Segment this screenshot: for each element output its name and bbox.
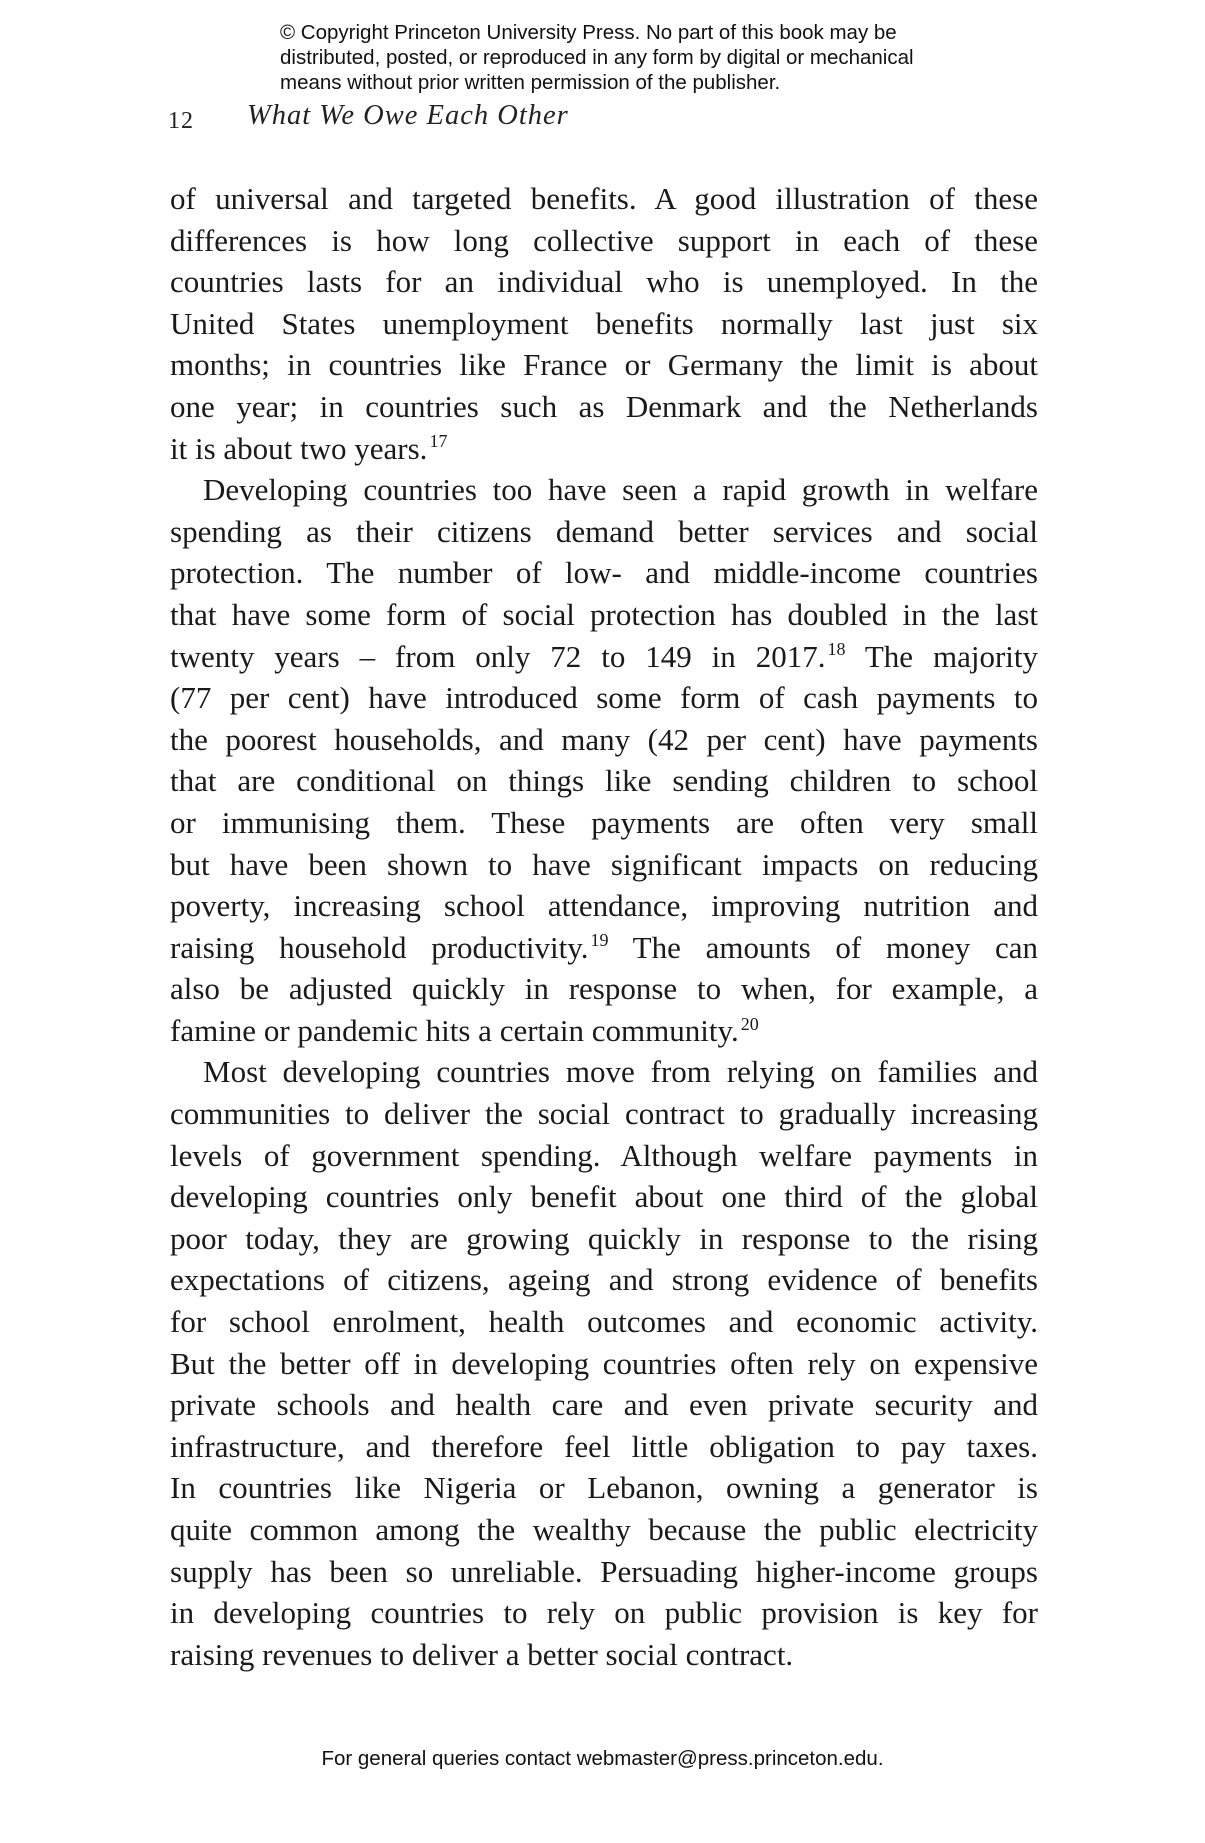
text-line [170, 1010, 1038, 1052]
paragraph [170, 1051, 1038, 1675]
footnote-marker[interactable]: 19 [590, 930, 609, 951]
text-line-tail: The amounts of money can [608, 929, 1038, 965]
text-line: differences is how long collective support in each of these [170, 222, 1038, 258]
text-line: Developing countries too have seen a rapid growth in welfare [203, 472, 1038, 508]
text-line: infrastructure, and therefore feel little obligation to pay taxes. [170, 1428, 1038, 1464]
footnote-marker[interactable]: 17 [429, 431, 448, 452]
text-line [170, 636, 1038, 678]
page-number: 12 [168, 108, 194, 134]
text-line: for school enrolment, health outcomes and economic activity. [170, 1304, 1038, 1340]
text-line: in developing countries to rely on public provision is key for [170, 1595, 1038, 1631]
footer-contact: For general queries contact webmaster@press.princeton.edu. [321, 1747, 884, 1770]
text-line: raising revenues to deliver a better social contract. [170, 1636, 794, 1672]
text-line [170, 927, 1038, 969]
text-line: of universal and targeted benefits. A good illustration of these [170, 181, 1038, 216]
copyright-line: © Copyright Princeton University Press. No part of this book may be [280, 21, 897, 44]
text-line: or immunising them. These payments are often very small [170, 804, 1038, 840]
copyright-line: means without prior written permission of the publisher. [280, 71, 781, 94]
text-line: also be adjusted quickly in response to when, for example, a [170, 971, 1038, 1007]
body-text [170, 178, 1038, 1675]
text-line-tail: The majority [845, 638, 1038, 674]
text-line: communities to deliver the social contract to gradually increasing [170, 1096, 1038, 1132]
text-line: developing countries only benefit about one third of the global [170, 1179, 1038, 1215]
text-line: levels of government spending. Although welfare payments in [170, 1137, 1038, 1173]
text-line-content: twenty years – from only 72 to 149 in 2017. [170, 638, 826, 674]
text-line: United States unemployment benefits normally last just six [170, 305, 1038, 341]
text-line: Most developing countries move from relying on families and [203, 1054, 1038, 1090]
text-line: the poorest households, and many (42 per cent) have payments [170, 721, 1038, 757]
text-line-content: famine or pandemic hits a certain community. [170, 1012, 739, 1048]
text-line: that have some form of social protection has doubled in the last [170, 596, 1038, 632]
paragraph [170, 178, 1038, 469]
text-line: supply has been so unreliable. Persuading higher-income groups [170, 1553, 1038, 1589]
text-line: months; in countries like France or Germany the limit is about [170, 347, 1038, 383]
text-line: one year; in countries such as Denmark and the Netherlands [170, 388, 1038, 424]
text-line: countries lasts for an individual who is unemployed. In the [170, 264, 1038, 300]
paragraph [170, 469, 1038, 1051]
text-line: poverty, increasing school attendance, improving nutrition and [170, 888, 1038, 924]
text-line: private schools and health care and even private security and [170, 1387, 1038, 1423]
text-line: that are conditional on things like sending children to school [170, 763, 1038, 799]
text-line: expectations of citizens, ageing and strong evidence of benefits [170, 1262, 1038, 1298]
text-line: protection. The number of low- and middle-income countries [170, 555, 1038, 591]
book-title: What We Owe Each Other [247, 100, 569, 131]
text-line: poor today, they are growing quickly in response to the rising [170, 1220, 1038, 1256]
text-line: (77 per cent) have introduced some form of cash payments to [170, 680, 1038, 716]
text-line-content: raising household productivity. [170, 929, 589, 965]
text-line: quite common among the wealthy because the public electricity [170, 1512, 1038, 1547]
text-line [170, 428, 1038, 470]
footnote-marker[interactable]: 18 [827, 639, 846, 660]
text-line: In countries like Nigeria or Lebanon, owning a generator is [170, 1470, 1038, 1506]
footnote-marker[interactable]: 20 [740, 1013, 759, 1034]
copyright-notice [280, 20, 1020, 95]
text-line: But the better off in developing countries often rely on expensive [170, 1345, 1038, 1381]
text-line-content: it is about two years. [170, 430, 428, 466]
text-line: spending as their citizens demand better services and social [170, 513, 1038, 549]
copyright-line: distributed, posted, or reproduced in any form by digital or mechanical [280, 46, 914, 69]
text-line: but have been shown to have significant impacts on reducing [170, 846, 1038, 882]
